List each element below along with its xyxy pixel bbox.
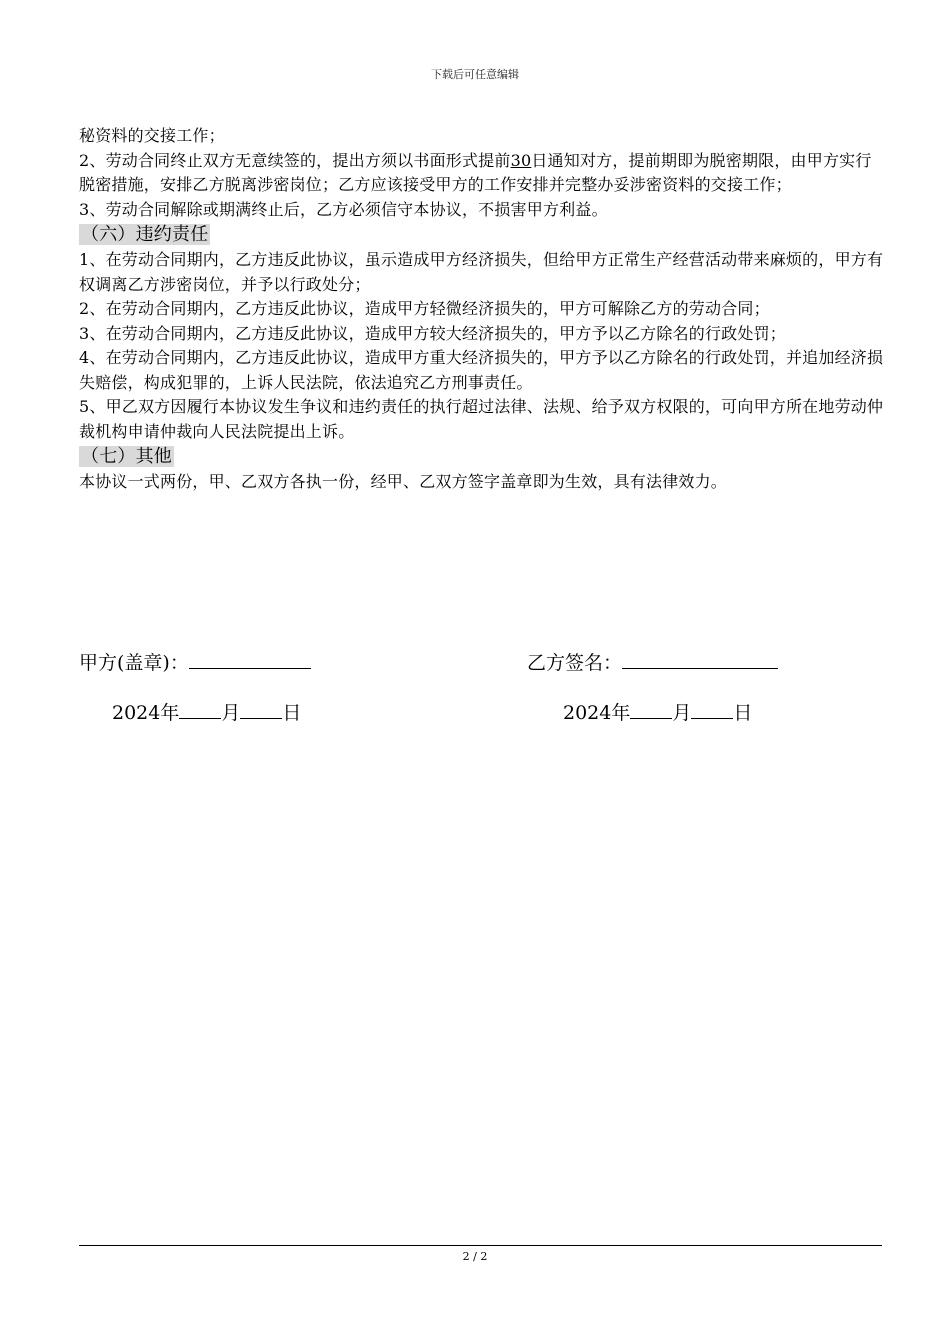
page-number: 2 / 2 bbox=[462, 1250, 488, 1263]
paragraph: 2、在劳动合同期内，乙方违反此协议，造成甲方轻微经济损失的，甲方可解除乙方的劳动合同； bbox=[79, 299, 770, 318]
month-blank[interactable] bbox=[630, 700, 672, 719]
page-header: 下载后可任意编辑 bbox=[431, 68, 519, 81]
paragraph-text: 2、劳动合同终止双方无意续签的，提出方须以书面形式提前 bbox=[79, 150, 511, 170]
year-unit: 年 bbox=[160, 702, 180, 724]
paragraph: 3、劳动合同解除或期满终止后，乙方必须信守本协议，不损害甲方利益。 bbox=[79, 199, 608, 219]
month-unit: 月 bbox=[672, 702, 692, 724]
notice-days: 30 bbox=[510, 150, 532, 170]
day-unit: 日 bbox=[733, 702, 753, 724]
month-unit: 月 bbox=[221, 702, 241, 724]
paragraph-text: 日通知对方，提前期即为脱密期限，由甲方实行脱密措施，安排乙方脱离涉密岗位；乙方应该接受甲方的工作安排并完整办妥涉密资料的交接工作； bbox=[79, 150, 872, 194]
party-a-signature bbox=[79, 648, 311, 675]
paragraph bbox=[79, 149, 884, 198]
footer-divider bbox=[79, 1245, 882, 1246]
document-body bbox=[79, 124, 884, 495]
paragraph: 本协议一式两份，甲、乙双方各执一份，经甲、乙双方签字盖章即为生效，具有法律效力。 bbox=[79, 472, 728, 491]
section-heading-text: （七）其他 bbox=[81, 446, 172, 467]
party-b-blank[interactable] bbox=[622, 650, 778, 669]
section-heading-text: （六）违约责任 bbox=[81, 224, 209, 245]
paragraph: 4、在劳动合同期内，乙方违反此协议，造成甲方重大经济损失的，甲方予以乙方除名的行政处罚，并追加经济损失赔偿，构成犯罪的，上诉人民法院，依法追究乙方刑事责任。 bbox=[79, 348, 884, 392]
party-a-date bbox=[112, 698, 301, 725]
party-b-signature bbox=[527, 648, 778, 675]
party-a-label: 甲方(盖章)： bbox=[79, 652, 189, 674]
party-a-blank[interactable] bbox=[189, 650, 311, 669]
paragraph: 秘资料的交接工作； bbox=[79, 126, 225, 145]
section-heading-7 bbox=[79, 444, 884, 470]
section-heading-6 bbox=[79, 222, 884, 248]
paragraph: 1、在劳动合同期内，乙方违反此协议，虽示造成甲方经济损失，但给甲方正常生产经营活动带来麻烦的，甲方有权调离乙方涉密岗位，并予以行政处分； bbox=[79, 250, 884, 294]
day-unit: 日 bbox=[282, 702, 302, 724]
paragraph: 5、甲乙双方因履行本协议发生争议和违约责任的执行超过法律、法规、给予双方权限的，可向甲方所在地劳动仲裁机构申请仲裁向人民法院提出上诉。 bbox=[79, 397, 884, 441]
paragraph: 3、在劳动合同期内，乙方违反此协议，造成甲方较大经济损失的，甲方予以乙方除名的行政处罚； bbox=[79, 323, 786, 343]
year-value: 2024 bbox=[563, 702, 612, 724]
year-value: 2024 bbox=[112, 702, 161, 724]
day-blank[interactable] bbox=[691, 700, 733, 719]
year-unit: 年 bbox=[611, 702, 631, 724]
day-blank[interactable] bbox=[240, 700, 282, 719]
month-blank[interactable] bbox=[179, 700, 221, 719]
party-b-date bbox=[563, 698, 752, 725]
party-b-label: 乙方签名： bbox=[527, 652, 623, 674]
